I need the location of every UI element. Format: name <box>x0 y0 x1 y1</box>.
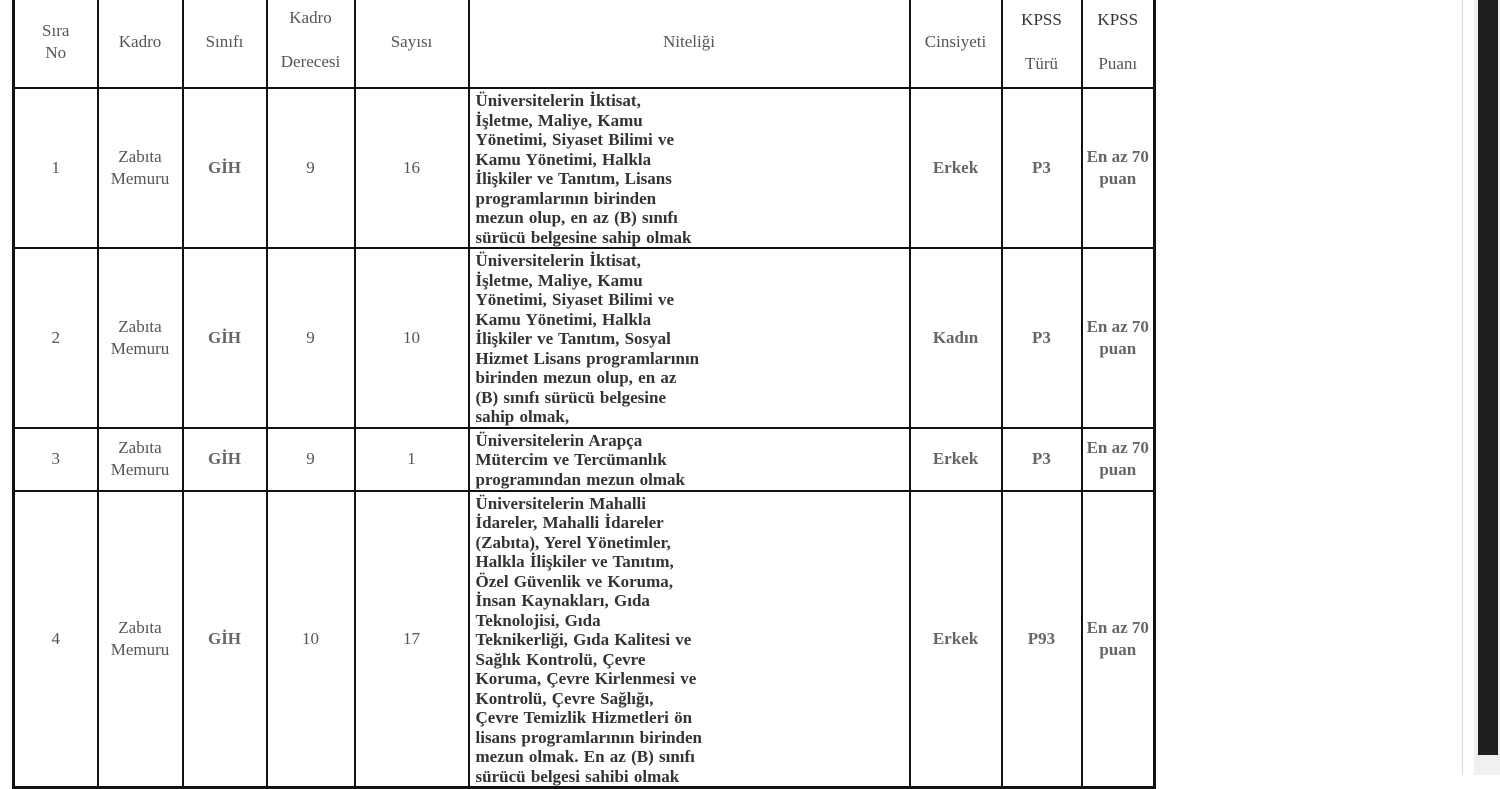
nitelik-line: Kontrolü, Çevre Sağlığı, <box>475 688 654 708</box>
kadro-line: Memuru <box>110 460 170 479</box>
cell-kpss-puan <box>1082 491 1155 788</box>
page-edge <box>1462 0 1463 775</box>
cell-kadro <box>98 428 183 491</box>
cell-sayi: 16 <box>355 88 469 248</box>
cell-nitelik <box>469 491 910 788</box>
kpss-puan-line: puan <box>1099 338 1137 358</box>
cell-kpss-puan <box>1082 88 1155 248</box>
nitelik-line: programından mezun olmak <box>475 469 685 489</box>
header-kadro: Kadro <box>98 0 183 88</box>
cell-sinif: GİH <box>183 88 267 248</box>
cell-kadro <box>98 248 183 428</box>
nitelik-line: lisans programlarının birinden <box>475 727 703 747</box>
cell-cinsiyet: Kadın <box>910 248 1002 428</box>
cell-nitelik <box>469 248 910 428</box>
kadro-line: Zabıta <box>118 316 162 336</box>
nitelik-line: (Zabıta), Yerel Yönetimler, <box>475 532 671 552</box>
nitelik-line: (B) sınıfı sürücü belgesine <box>475 387 666 407</box>
cell-derece: 10 <box>267 491 355 788</box>
kpss-puan-line: En az 70 <box>1086 438 1149 457</box>
header-kpss-turu <box>1002 0 1082 88</box>
header-sayisi: Sayısı <box>355 0 469 88</box>
nitelik-line: Üniversitelerin Arapça <box>475 430 643 450</box>
kadro-line: Memuru <box>110 338 170 358</box>
positions-table <box>12 0 1156 789</box>
nitelik-line: mezun olup, en az (B) sınıfı <box>475 208 678 227</box>
header-kpss-puani-line1: KPSS <box>1097 9 1139 29</box>
cell-cinsiyet: Erkek <box>910 491 1002 788</box>
cell-kpss-tur: P3 <box>1002 248 1082 428</box>
header-kpss-turu-line1: KPSS <box>1021 9 1062 29</box>
kadro-line: Memuru <box>110 169 170 188</box>
nitelik-line: İnsan Kaynakları, Gıda <box>475 591 650 610</box>
nitelik-line: sürücü belgesi sahibi olmak <box>475 766 680 786</box>
cell-cinsiyet: Erkek <box>910 428 1002 491</box>
nitelik-line: Yönetimi, Siyaset Bilimi ve <box>475 290 674 309</box>
cell-sinif: GİH <box>183 491 267 788</box>
table-row <box>14 491 1155 788</box>
header-sinifi: Sınıfı <box>183 0 267 88</box>
cell-derece: 9 <box>267 88 355 248</box>
kadro-line: Memuru <box>110 639 170 659</box>
cell-sira-no: 3 <box>14 428 98 491</box>
cell-sira-no: 2 <box>14 248 98 428</box>
header-derece-line1: Kadro <box>289 7 332 27</box>
nitelik-line: Halkla İlişkiler ve Tanıtım, <box>475 552 674 571</box>
cell-kpss-puan <box>1082 428 1155 491</box>
nitelik-line: programlarının birinden <box>475 188 657 208</box>
nitelik-line: Üniversitelerin Mahalli <box>475 493 647 513</box>
nitelik-line: İşletme, Maliye, Kamu <box>475 110 643 130</box>
nitelik-line: Koruma, Çevre Kirlenmesi ve <box>475 669 697 688</box>
cell-kadro <box>98 88 183 248</box>
header-derece-line2: Derecesi <box>280 51 341 71</box>
nitelik-line: Üniversitelerin İktisat, <box>475 91 641 110</box>
nitelik-line: İdareler, Mahalli İdareler <box>475 513 664 532</box>
kadro-line: Zabıta <box>118 617 162 637</box>
cell-sira-no: 1 <box>14 88 98 248</box>
nitelik-line: Kamu Yönetimi, Halkla <box>475 309 652 329</box>
cell-derece: 9 <box>267 248 355 428</box>
nitelik-line: Özel Güvenlik ve Koruma, <box>475 571 674 591</box>
header-niteligi: Niteliği <box>469 0 910 88</box>
header-kpss-turu-line2: Türü <box>1024 53 1059 73</box>
scrollbar-thumb[interactable] <box>1478 0 1498 755</box>
kpss-puan-line: puan <box>1099 460 1137 479</box>
cell-nitelik <box>469 428 910 491</box>
kpss-puan-line: En az 70 <box>1086 617 1149 637</box>
kpss-puan-line: puan <box>1099 639 1137 659</box>
header-cinsiyeti: Cinsiyeti <box>910 0 1002 88</box>
header-kpss-puani <box>1082 0 1155 88</box>
header-kadro-derecesi <box>267 0 355 88</box>
cell-kpss-tur: P3 <box>1002 88 1082 248</box>
nitelik-line: Teknikerliği, Gıda Kalitesi ve <box>475 630 692 649</box>
nitelik-line: Çevre Temizlik Hizmetleri ön <box>475 708 693 727</box>
header-kpss-puani-line2: Puanı <box>1098 53 1138 73</box>
nitelik-line: İlişkiler ve Tanıtım, Sosyal <box>475 329 671 348</box>
cell-sayi: 17 <box>355 491 469 788</box>
nitelik-line: birinden mezun olup, en az <box>475 368 677 387</box>
kadro-line: Zabıta <box>118 438 162 457</box>
nitelik-line: sürücü belgesine sahip olmak <box>475 227 692 247</box>
kpss-puan-line: En az 70 <box>1086 147 1149 166</box>
nitelik-line: Yönetimi, Siyaset Bilimi ve <box>475 130 674 149</box>
cell-sayi: 10 <box>355 248 469 428</box>
nitelik-line: Mütercim ve Tercümanlık <box>475 450 667 469</box>
cell-sira-no: 4 <box>14 491 98 788</box>
cell-kpss-tur: P3 <box>1002 428 1082 491</box>
cell-sinif: GİH <box>183 428 267 491</box>
header-sira-line2: No <box>45 42 67 62</box>
cell-sayi: 1 <box>355 428 469 491</box>
table-row <box>14 428 1155 491</box>
cell-kpss-puan <box>1082 248 1155 428</box>
table-row <box>14 88 1155 248</box>
nitelik-line: Sağlık Kontrolü, Çevre <box>475 649 646 669</box>
table-row <box>14 248 1155 428</box>
cell-cinsiyet: Erkek <box>910 88 1002 248</box>
kpss-puan-line: puan <box>1099 169 1137 188</box>
cell-derece: 9 <box>267 428 355 491</box>
nitelik-line: İşletme, Maliye, Kamu <box>475 270 643 290</box>
cell-kpss-tur: P93 <box>1002 491 1082 788</box>
nitelik-line: mezun olmak. En az (B) sınıfı <box>475 747 695 766</box>
header-row <box>14 0 1155 88</box>
kpss-puan-line: En az 70 <box>1086 316 1149 336</box>
nitelik-line: İlişkiler ve Tanıtım, Lisans <box>475 169 672 188</box>
header-sira-no <box>14 0 98 88</box>
nitelik-line: Hizmet Lisans programlarının <box>475 348 700 368</box>
header-sira-line1: Sıra <box>42 20 70 40</box>
cell-nitelik <box>469 88 910 248</box>
kadro-line: Zabıta <box>118 147 162 166</box>
cell-sinif: GİH <box>183 248 267 428</box>
table-body <box>14 88 1155 788</box>
nitelik-line: Üniversitelerin İktisat, <box>475 251 641 270</box>
cell-kadro <box>98 491 183 788</box>
nitelik-line: sahip olmak, <box>475 407 570 426</box>
nitelik-line: Teknolojisi, Gıda <box>475 610 601 630</box>
nitelik-line: Kamu Yönetimi, Halkla <box>475 149 652 169</box>
